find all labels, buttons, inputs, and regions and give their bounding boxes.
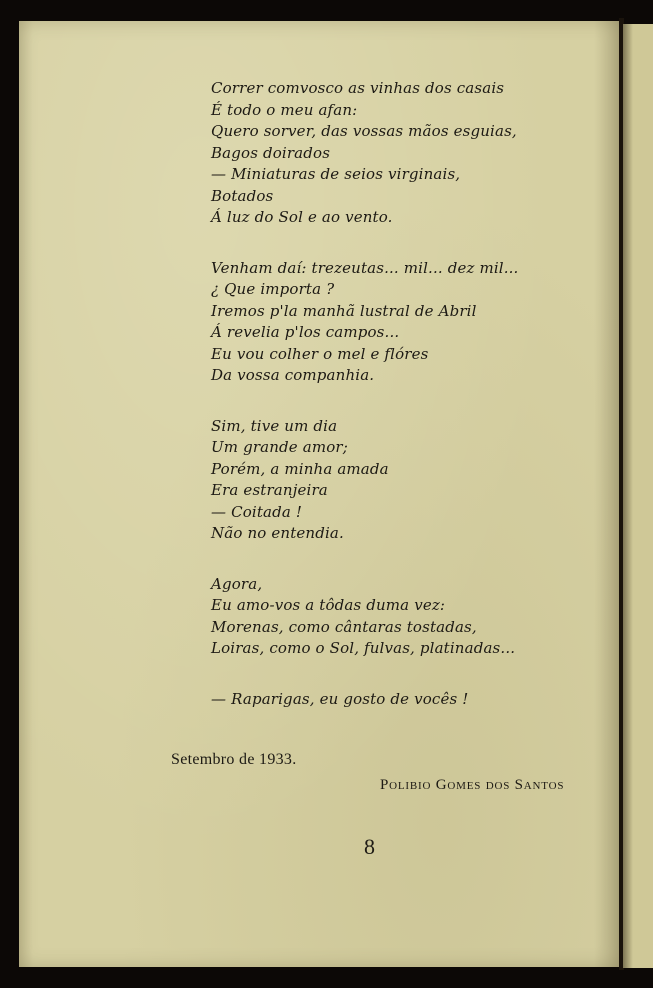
poem-line: Quero sorver, das vossas mãos esguias,	[211, 122, 517, 140]
poem-body	[211, 78, 591, 739]
page-number: 8	[364, 834, 375, 859]
poem-line: Porém, a minha amada	[211, 459, 389, 478]
poem-line: Da vossa companhia.	[211, 366, 375, 384]
poem-line: Á revelia p'los campos...	[211, 323, 400, 341]
adjacent-page-edge	[623, 24, 653, 968]
poem-line: — Coitada !	[211, 502, 303, 521]
stanza-3	[211, 416, 591, 545]
poem-line: — Miniaturas de seios virginais,	[211, 165, 461, 183]
poem-line: Loiras, como o Sol, fulvas, platinadas...	[211, 639, 516, 657]
poem-line: — Raparigas, eu gosto de vocês !	[211, 689, 469, 708]
poem-line: Venham daí: trezeutas... mil... dez mil...	[211, 258, 519, 277]
poem-line: Correr comvosco as vinhas dos casais	[211, 79, 505, 97]
poem-line: Um grande amor;	[211, 438, 348, 456]
stanza-2	[211, 258, 591, 387]
poem-line: Iremos p'la manhã lustral de Abril	[211, 301, 477, 320]
poem-line: Não no entendia.	[211, 524, 344, 542]
stanza-5	[211, 689, 591, 711]
poem-date: Setembro de 1933.	[171, 751, 297, 768]
poem-line: Era estranjeira	[211, 481, 328, 499]
poem-line: Bagos doirados	[211, 143, 331, 162]
poem-line: Sim, tive um dia	[211, 416, 338, 435]
poem-line: Botados	[211, 186, 274, 205]
poem-line: É todo o meu afan:	[211, 100, 358, 119]
stanza-4	[211, 574, 591, 660]
stanza-1	[211, 78, 591, 229]
poem-line: Agora,	[211, 574, 263, 593]
poem-line: Á luz do Sol e ao vento.	[211, 208, 393, 226]
poem-line: Eu vou colher o mel e flóres	[211, 344, 429, 363]
poem-line: ¿ Que importa ?	[211, 280, 335, 298]
poem-line: Eu amo-vos a tôdas duma vez:	[211, 596, 446, 614]
author-signature: Polibio Gomes dos Santos	[380, 777, 565, 793]
poem-line: Morenas, como cântaras tostadas,	[211, 617, 477, 636]
